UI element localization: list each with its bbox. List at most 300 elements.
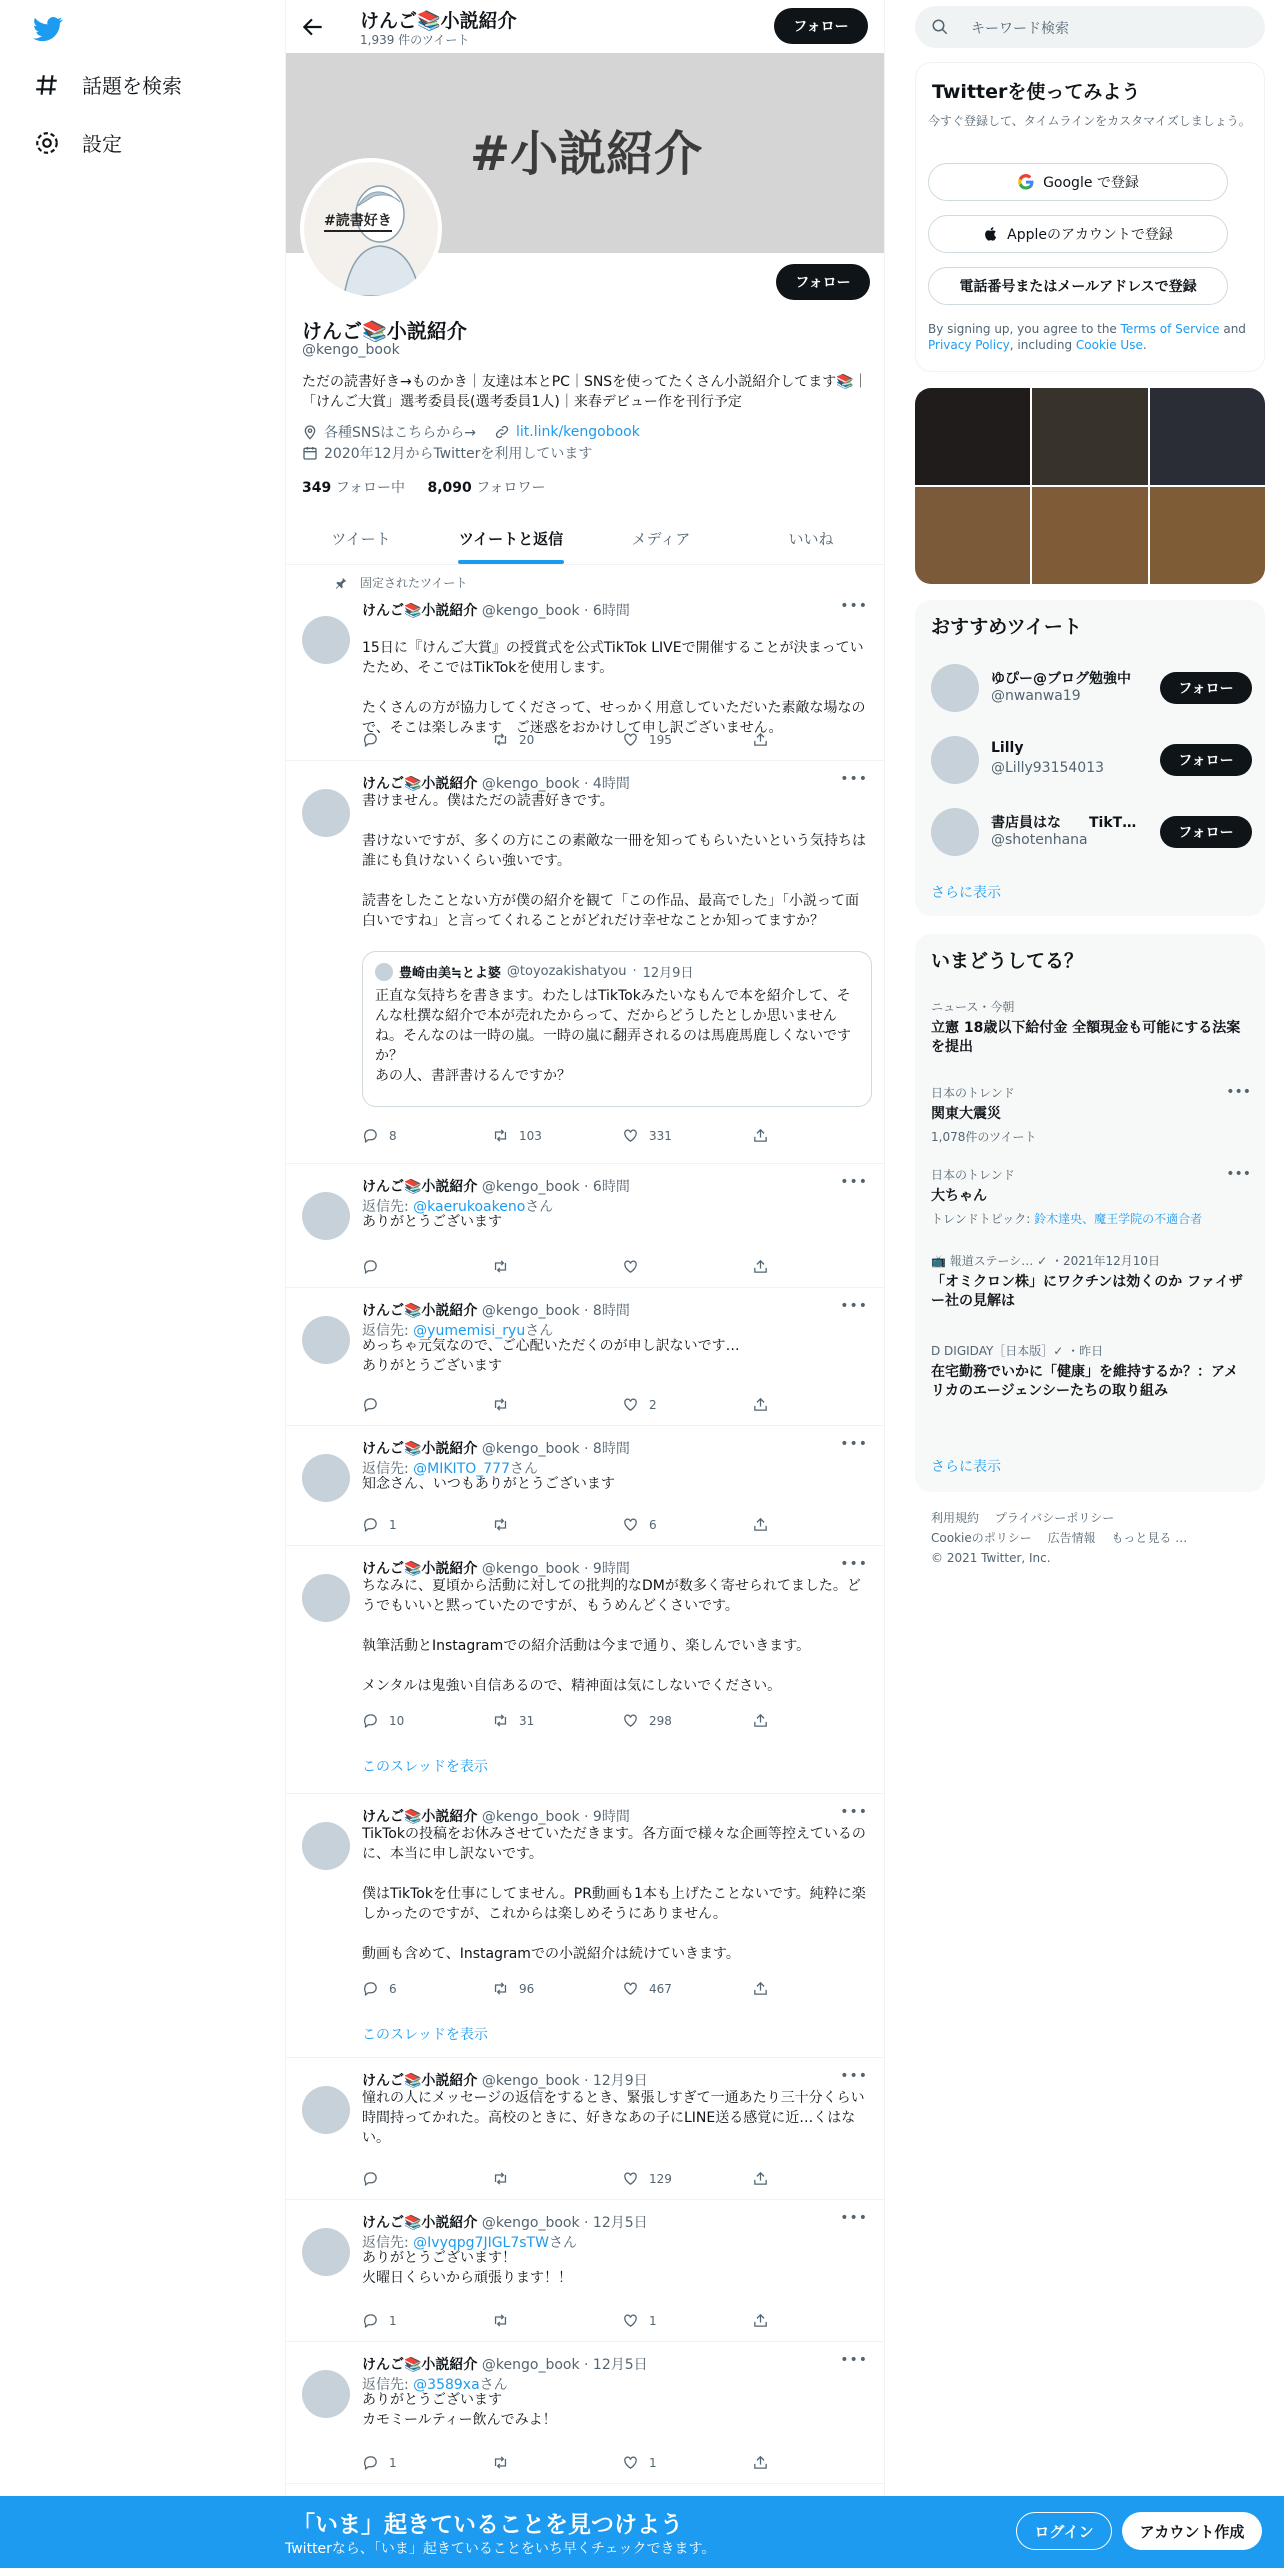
quoted-avatar [375, 963, 393, 981]
show-thread-link[interactable]: このスレッドを表示 [362, 2027, 488, 2043]
tweet-time[interactable]: 6時間 [592, 603, 630, 619]
tweet-time[interactable]: 9時間 [592, 1561, 630, 1577]
calendar-icon [302, 445, 318, 461]
profile-header-bar [286, 0, 885, 53]
tweet[interactable] [286, 2200, 885, 2342]
reply-button[interactable] [362, 1516, 492, 1533]
reply-to-prefix: 返信先: [362, 2377, 414, 2393]
tweet-author-handle[interactable]: @kengo_book [481, 1441, 580, 1457]
media-thumbnail[interactable] [1032, 487, 1147, 584]
terms-including: , including [1009, 338, 1076, 352]
profile-meta-row [302, 422, 640, 442]
like-button[interactable] [622, 2170, 752, 2187]
more-options-icon[interactable]: ••• [840, 1298, 868, 1314]
tab-tweets-and-replies[interactable]: ツイートと返信 [436, 512, 586, 564]
tweet-author-handle[interactable]: @kengo_book [481, 776, 580, 792]
reply-button[interactable] [362, 1396, 492, 1413]
retweet-button[interactable] [492, 731, 622, 748]
google-signup-label: Google で登録 [1043, 175, 1139, 191]
profile-media-grid [915, 388, 1265, 584]
apple-signup-label: Appleのアカウントで登録 [1007, 227, 1173, 243]
suggested-user-handle: @shotenhana [991, 832, 1088, 848]
trend-category: 日本のトレンド [931, 1168, 1015, 1182]
trend-item[interactable] [931, 998, 1251, 1057]
share-button[interactable] [752, 2454, 792, 2471]
tweet-time[interactable]: 9時間 [592, 1809, 630, 1825]
tweet-time[interactable]: 8時間 [592, 1303, 630, 1319]
trend-item[interactable] [931, 1084, 1251, 1145]
tweet-author-handle[interactable]: @kengo_book [481, 1303, 580, 1319]
tweet-text: 知念さん、いつもありがとうございます [362, 1476, 615, 1492]
tweet-avatar[interactable] [302, 2228, 350, 2276]
tweet-time[interactable]: 12月9日 [592, 2073, 648, 2089]
suggested-user-name[interactable]: Lilly [991, 740, 1024, 756]
tweet-author-name[interactable]: けんご📚小説紹介 [362, 2073, 478, 2089]
suggested-user[interactable] [931, 732, 1251, 788]
profile-url[interactable]: lit.link/kengobook [515, 424, 640, 440]
trends-title: いまどうしてる？ [931, 950, 1084, 972]
header-title: けんご📚小説紹介 [360, 10, 517, 32]
share-button[interactable] [752, 1396, 792, 1413]
reply-to-handle[interactable]: @yumemisi_ryu [413, 1323, 526, 1339]
profile-name: けんご📚小説紹介 [302, 319, 467, 343]
reply-count: 1 [389, 2313, 397, 2328]
trend-more-icon[interactable]: ••• [1226, 1166, 1251, 1182]
nav-settings[interactable] [34, 128, 122, 157]
reply-to-prefix: 返信先: [362, 1199, 414, 1215]
retweet-count: 96 [519, 1981, 535, 1996]
tweet[interactable] [286, 1288, 885, 1426]
following-label: フォロー中 [335, 480, 405, 496]
tweet-author-name[interactable]: けんご📚小説紹介 [362, 2215, 478, 2231]
tweet-author-handle[interactable]: @kengo_book [481, 1809, 580, 1825]
left-nav [0, 0, 285, 2568]
tweet-time[interactable]: 12月5日 [592, 2357, 648, 2373]
suggested-user[interactable] [931, 660, 1251, 716]
tab-likes[interactable]: いいね [788, 529, 834, 548]
tweet-author-handle[interactable]: @kengo_book [481, 2215, 580, 2231]
cookie-use-link[interactable]: Cookie Use [1075, 338, 1143, 352]
more-options-icon[interactable]: ••• [840, 2352, 868, 2368]
header-follow-button[interactable]: フォロー [774, 8, 868, 44]
media-thumbnail[interactable] [1150, 487, 1265, 584]
tweet-header: けんご📚小説紹介 @kengo_book · 12月5日 [362, 2357, 648, 2373]
suggested-user-name[interactable]: ゆぴー@ブログ勉強中 [991, 671, 1131, 687]
reply-to-prefix: 返信先: [362, 1323, 414, 1339]
main-column [285, 0, 885, 2568]
tweet-header: けんご📚小説紹介 @kengo_book · 12月9日 [362, 2073, 648, 2089]
retweet-button[interactable] [492, 1258, 622, 1275]
tweet-text: ありがとうございます！ 火曜日くらいから頑張ります！！ [362, 2250, 572, 2286]
more-options-icon[interactable]: ••• [840, 1174, 868, 1190]
like-button[interactable] [622, 1396, 752, 1413]
reply-to-suffix: さん [479, 2377, 508, 2393]
tab-media[interactable]: メディア [631, 529, 691, 548]
share-icon [752, 2312, 769, 2329]
tweet-text: 15日に『けんご大賞』の授賞式を公式TikTok LIVEで開催することが決まっていたため、そこではTikTokを使用します。 たくさんの方が協力してくださって、せっかく用意していただいた素敵な場なので、そこは楽しみます ご迷惑をおかけして申し訳ございません。 [362, 640, 866, 736]
reply-icon [362, 2170, 379, 2187]
trend-item[interactable] [931, 1252, 1251, 1311]
followers-count: 8,090 [427, 480, 472, 496]
tweet[interactable] [286, 761, 885, 1164]
share-icon [752, 1712, 769, 1729]
like-button[interactable] [622, 731, 752, 748]
followers-label: フォロワー [476, 480, 546, 496]
profile-avatar[interactable] [300, 158, 442, 300]
google-signup-button[interactable] [928, 163, 1228, 201]
quoted-tweet[interactable] [362, 951, 872, 1107]
tweet-author-name[interactable]: けんご📚小説紹介 [362, 1303, 478, 1319]
like-button[interactable] [622, 1258, 752, 1275]
location-pin-icon [302, 424, 318, 440]
suggested-user[interactable] [931, 804, 1251, 860]
heart-icon [622, 1127, 639, 1144]
retweet-icon [492, 1516, 509, 1533]
header-tweet-count: 1,939 件のツイート [360, 33, 470, 47]
profile-handle: @kengo_book [302, 342, 400, 358]
reply-count: 10 [389, 1713, 405, 1728]
retweet-icon [492, 731, 509, 748]
suggested-follow-button[interactable]: フォロー [1160, 672, 1252, 704]
like-button[interactable] [622, 1980, 752, 1997]
follow-stats [302, 477, 546, 497]
apple-icon [983, 226, 999, 242]
terms-period: . [1142, 338, 1147, 352]
tweet-author-name[interactable]: けんご📚小説紹介 [362, 1809, 478, 1825]
right-sidebar [915, 0, 1265, 2568]
trends-show-more[interactable]: さらに表示 [931, 1459, 1001, 1475]
trend-meta: 1,078件のツイート [931, 1130, 1037, 1144]
more-options-icon[interactable]: ••• [840, 2068, 868, 2084]
reply-button[interactable] [362, 1712, 492, 1729]
trend-category: D DIGIDAY［日本版］✓ ・昨日 [931, 1344, 1104, 1358]
suggested-user-handle: @nwanwa19 [991, 688, 1081, 704]
tweet[interactable] [286, 1426, 885, 1546]
heart-icon [622, 2454, 639, 2471]
tweet-avatar[interactable] [302, 1454, 350, 1502]
suggested-user-avatar[interactable] [931, 664, 979, 712]
tweet-actions [362, 2312, 792, 2329]
like-count: 1 [649, 2313, 657, 2328]
tweet-avatar[interactable] [302, 789, 350, 837]
retweet-button[interactable] [492, 2312, 622, 2329]
tweet-avatar[interactable] [302, 2086, 350, 2134]
share-icon [752, 731, 769, 748]
share-icon [752, 2454, 769, 2471]
tweet[interactable] [286, 1794, 885, 2058]
like-button[interactable] [622, 1712, 752, 1729]
tweet-header: けんご📚小説紹介 @kengo_book · 6時間 [362, 1179, 630, 1195]
reply-button[interactable] [362, 1127, 492, 1144]
nav-settings-label: 設定 [82, 132, 122, 156]
create-account-button[interactable]: アカウント作成 [1122, 2512, 1262, 2550]
trend-item[interactable] [931, 1342, 1251, 1401]
reply-to-handle[interactable]: @3589xa [413, 2377, 480, 2393]
trend-item[interactable] [931, 1166, 1251, 1227]
gear-icon [34, 130, 60, 156]
like-count: 2 [649, 1397, 657, 1412]
trend-title: 「オミクロン株」にワクチンは効くのか ファイザー社の見解は [931, 1274, 1243, 1309]
tweet-text: ありがとうございます カモミールティー飲んでみよ！ [362, 2392, 557, 2428]
trend-meta-prefix: トレンドトピック: [931, 1212, 1035, 1226]
tweet-actions [362, 731, 792, 748]
suggested-user-avatar[interactable] [931, 736, 979, 784]
retweet-icon [492, 1258, 509, 1275]
retweet-button[interactable] [492, 1980, 622, 1997]
heart-icon [622, 1712, 639, 1729]
trend-category: 📺 報道ステーシ… ✓ ・2021年12月10日 [931, 1254, 1161, 1268]
avatar-tag-text: #読書好き [324, 210, 392, 232]
share-button[interactable] [752, 1712, 792, 1729]
retweet-button[interactable] [492, 1127, 622, 1144]
reply-icon [362, 1258, 379, 1275]
tweet-header: けんご📚小説紹介 @kengo_book · 8時間 [362, 1441, 630, 1457]
reply-count: 1 [389, 1517, 397, 1532]
like-count: 331 [649, 1128, 672, 1143]
tweet[interactable] [286, 2058, 885, 2200]
tweet-actions [362, 1712, 792, 1729]
media-thumbnail[interactable] [915, 388, 1030, 485]
hashtag-icon [34, 72, 60, 98]
tweet-header: けんご📚小説紹介 @kengo_book · 9時間 [362, 1561, 630, 1577]
nav-explore-label: 話題を検索 [82, 74, 182, 98]
retweet-button[interactable] [492, 1516, 622, 1533]
suggested-title: おすすめツイート [931, 616, 1082, 638]
like-button[interactable] [622, 1516, 752, 1533]
tweet-author-handle[interactable]: @kengo_book [481, 2357, 580, 2373]
banner-text: #小説紹介 [469, 125, 703, 182]
signup-title: Twitterを使ってみよう [932, 81, 1141, 103]
tweet[interactable] [286, 2342, 885, 2484]
login-button[interactable]: ログイン [1016, 2512, 1112, 2550]
more-options-icon[interactable]: ••• [840, 598, 868, 614]
share-button[interactable] [752, 731, 792, 748]
footer-cookie[interactable]: Cookieのポリシー [931, 1531, 1032, 1545]
footer-ads[interactable]: 広告情報 [1047, 1531, 1096, 1545]
tweet-author-name[interactable]: けんご📚小説紹介 [362, 2357, 478, 2373]
profile-follow-button[interactable]: フォロー [776, 264, 870, 300]
like-count: 467 [649, 1981, 672, 1996]
reply-to-prefix: 返信先: [362, 2235, 414, 2251]
like-button[interactable] [622, 2312, 752, 2329]
suggested-user-handle: @Lilly93154013 [991, 760, 1105, 776]
like-button[interactable] [622, 1127, 752, 1144]
tweet-avatar[interactable] [302, 2370, 350, 2418]
like-count: 298 [649, 1713, 672, 1728]
share-button[interactable] [752, 2170, 792, 2187]
tweet-time[interactable]: 12月5日 [592, 2215, 648, 2231]
share-button[interactable] [752, 2312, 792, 2329]
share-icon [752, 2170, 769, 2187]
tweet-author-name[interactable]: けんご📚小説紹介 [362, 776, 478, 792]
retweet-icon [492, 1980, 509, 1997]
tweet-header: けんご📚小説紹介 @kengo_book · 4時間 [362, 776, 630, 792]
trend-title: 関東大震災 [931, 1106, 1001, 1122]
suggested-follow-button[interactable]: フォロー [1160, 816, 1252, 848]
quoted-tweet-text: 正直な気持ちを書きます。わたしはTikTokみたいなもんで本を紹介して、そんな杜撰な紹介で本が売れたからって、だからどうしたとしか思いませんね。そんなのは一時の嵐。一時の嵐に翻弄されるのは馬鹿馬鹿しくないですか？ あの人、書評書けるんですか？ [375, 988, 851, 1084]
footer-privacy[interactable]: プライバシーポリシー [994, 1511, 1115, 1525]
heart-icon [622, 1396, 639, 1413]
trend-topic-link[interactable]: 鈴木達央、魔王学院の不適合者 [1034, 1212, 1203, 1226]
tweet-header: けんご📚小説紹介 @kengo_book · 9時間 [362, 1809, 630, 1825]
heart-icon [622, 1516, 639, 1533]
retweet-icon [492, 2312, 509, 2329]
apple-signup-button[interactable] [928, 215, 1228, 253]
tweet-header: けんご📚小説紹介 @kengo_book · 6時間 [362, 603, 630, 619]
tweet-author-handle[interactable]: @kengo_book [481, 1179, 580, 1195]
tweet-time[interactable]: 6時間 [592, 1179, 630, 1195]
phone-email-signup-button[interactable]: 電話番号またはメールアドレスで登録 [928, 267, 1228, 305]
reply-to-handle[interactable]: @kaerukoakeno [413, 1199, 526, 1215]
reply-button[interactable] [362, 1258, 492, 1275]
heart-icon [622, 2170, 639, 2187]
profile-tabs [286, 512, 885, 565]
share-icon [752, 1516, 769, 1533]
share-button[interactable] [752, 1127, 792, 1144]
media-thumbnail[interactable] [1150, 388, 1265, 485]
share-button[interactable] [752, 1516, 792, 1533]
suggested-user-avatar[interactable] [931, 808, 979, 856]
search-placeholder: キーワード検索 [971, 21, 1069, 37]
terms-and: and [1219, 322, 1246, 336]
media-thumbnail[interactable] [1032, 388, 1147, 485]
followers-link[interactable] [427, 480, 545, 496]
reply-button[interactable] [362, 731, 492, 748]
tweet-author-handle[interactable]: @kengo_book [481, 603, 580, 619]
more-options-icon[interactable]: ••• [840, 1436, 868, 1452]
show-thread-link[interactable]: このスレッドを表示 [362, 1759, 488, 1775]
reply-icon [362, 1712, 379, 1729]
signup-subtitle: 今すぐ登録して、タイムラインをカスタマイズしましょう。 [928, 114, 1251, 128]
reply-count: 1 [389, 2455, 397, 2470]
back-arrow-icon[interactable] [300, 14, 326, 40]
tweet-time[interactable]: 8時間 [592, 1441, 630, 1457]
footer-more[interactable]: もっと見る … [1111, 1531, 1188, 1545]
search-box[interactable] [915, 6, 1265, 48]
tweet[interactable] [286, 566, 885, 761]
more-options-icon[interactable]: ••• [840, 1556, 868, 1572]
bottom-bar-subtext: Twitterなら、「いま」起きていることをいち早くチェックできます。 [285, 2541, 716, 2557]
tweet-avatar[interactable] [302, 1822, 350, 1870]
reply-button[interactable] [362, 2170, 492, 2187]
retweet-count: 20 [519, 732, 535, 747]
nav-explore[interactable] [34, 70, 182, 99]
trend-title: 立憲 18歳以下給付金 全額現金も可能にする法案を提出 [931, 1020, 1241, 1055]
retweet-button[interactable] [492, 1712, 622, 1729]
tweet-author-name[interactable]: けんご📚小説紹介 [362, 603, 478, 619]
like-count: 129 [649, 2171, 672, 2186]
reply-to-handle[interactable]: @MIKITO_777 [413, 1461, 510, 1477]
heart-icon [622, 1980, 639, 1997]
share-icon [752, 1258, 769, 1275]
reply-button[interactable] [362, 1980, 492, 1997]
tweet-text: TikTokの投稿をお休みさせていただきます。各方面で様々な企画等控えているのに、本当に申し訳ないです。 僕はTikTokを仕事にしてません。PR動画も1本も上げたことないです。純粋に楽しかったのですが、これからは楽しめそうにありません。 動画も含めて、Instagramでの小説紹介は続けていきます。 [362, 1826, 866, 1962]
quoted-tweet-header: 豊崎由美≒とよ婆 @toyozakishatyou · 12月9日 [375, 962, 693, 981]
trend-more-icon[interactable]: ••• [1226, 1084, 1251, 1100]
tweet-author-name[interactable]: けんご📚小説紹介 [362, 1441, 478, 1457]
tweet-actions [362, 1258, 792, 1275]
reply-icon [362, 1396, 379, 1413]
share-button[interactable] [752, 1258, 792, 1275]
suggested-user-name[interactable]: 書店員はな TikT… [991, 815, 1137, 831]
reply-icon [362, 2312, 379, 2329]
media-thumbnail[interactable] [915, 487, 1030, 584]
tweet-avatar[interactable] [302, 1192, 350, 1240]
suggested-follow-button[interactable]: フォロー [1160, 744, 1252, 776]
tweet-text: ありがとうございます [362, 1214, 502, 1230]
tweet-time[interactable]: 4時間 [592, 776, 630, 792]
pinned-label [334, 574, 467, 591]
more-options-icon[interactable]: ••• [840, 1804, 868, 1820]
share-icon [752, 1980, 769, 1997]
footer-terms[interactable]: 利用規約 [931, 1511, 980, 1525]
reply-icon [362, 1980, 379, 1997]
following-count: 349 [302, 480, 332, 496]
heart-icon [622, 1258, 639, 1275]
tweet-avatar[interactable] [302, 616, 350, 664]
reply-to-suffix: さん [548, 2235, 577, 2251]
share-button[interactable] [752, 1980, 792, 1997]
tweet-text: ちなみに、夏頃から活動に対しての批判的なDMが数多く寄せられてました。どうでもいいと黙っていたのですが、もうめんどくさいです。 執筆活動とInstagramでの紹介活動は今まで通り、楽しんでいきます。 メンタルは鬼強い自信あるので、精神面は気にしないでください。 [362, 1578, 861, 1694]
trend-meta [931, 1210, 1251, 1227]
twitter-bird-icon[interactable] [30, 14, 66, 44]
following-link[interactable] [302, 480, 405, 496]
profile-joined: 2020年12月からTwitterを利用しています [324, 446, 593, 462]
reply-count: 6 [389, 1981, 397, 1996]
more-options-icon[interactable]: ••• [840, 771, 868, 787]
tweet-text: 書けません。僕はただの読書好きです。 書けないですが、多くの方にこの素敵な一冊を知ってもらいたいという気持ちは誰にも負けないくらい強いです。 読書をしたことない方が僕の紹介を観て「この作品、最高でした」「小説って面白いですね」と言ってくれることがどれだけ幸せなことか知ってますか？ [362, 793, 866, 929]
pin-icon [334, 576, 348, 590]
suggested-show-more[interactable]: さらに表示 [931, 885, 1001, 901]
more-options-icon[interactable]: ••• [840, 2210, 868, 2226]
retweet-button[interactable] [492, 2454, 622, 2471]
heart-icon [622, 2312, 639, 2329]
like-count: 6 [649, 1517, 657, 1532]
reply-button[interactable] [362, 2312, 492, 2329]
tweet-author-handle[interactable]: @kengo_book [481, 2073, 580, 2089]
retweet-icon [492, 1127, 509, 1144]
retweet-button[interactable] [492, 1396, 622, 1413]
tweet-avatar[interactable] [302, 1574, 350, 1622]
footer-copyright: © 2021 Twitter, Inc. [931, 1551, 1051, 1565]
tweet-author-name[interactable]: けんご📚小説紹介 [362, 1179, 478, 1195]
tweet[interactable] [286, 1546, 885, 1794]
terms-of-service-link[interactable]: Terms of Service [1120, 322, 1220, 336]
like-count: 1 [649, 2455, 657, 2470]
reply-to-handle[interactable]: @Ivyqpg7JIGL7sTW [413, 2235, 549, 2251]
signup-card [915, 62, 1265, 372]
trend-category: 日本のトレンド [931, 1086, 1015, 1100]
tweet-author-name[interactable]: けんご📚小説紹介 [362, 1561, 478, 1577]
link-icon [494, 424, 510, 440]
tweet-text: 憧れの人にメッセージの返信をするとき、緊張しすぎて一通あたり三十分くらい時間持ってかれた。高校のときに、好きなあの子にLINE送る感覚に近…くはない。 [362, 2090, 865, 2146]
heart-icon [622, 731, 639, 748]
bottom-signup-bar [0, 2496, 1284, 2568]
quoted-author-handle: @toyozakishatyou [506, 964, 627, 979]
tweet[interactable] [286, 1164, 885, 1288]
tab-tweets[interactable]: ツイート [331, 529, 391, 548]
privacy-policy-link[interactable]: Privacy Policy [928, 338, 1010, 352]
tweet-author-handle[interactable]: @kengo_book [481, 1561, 580, 1577]
trend-title: 大ちゃん [931, 1188, 987, 1204]
tweet-avatar[interactable] [302, 1316, 350, 1364]
trend-title: 在宅勤務でいかに「健康」を維持するか？：アメリカのエージェンシーたちの取り組み [931, 1364, 1239, 1399]
like-button[interactable] [622, 2454, 752, 2471]
profile-joined-row [302, 443, 592, 463]
reply-button[interactable] [362, 2454, 492, 2471]
share-icon [752, 1396, 769, 1413]
retweet-button[interactable] [492, 2170, 622, 2187]
